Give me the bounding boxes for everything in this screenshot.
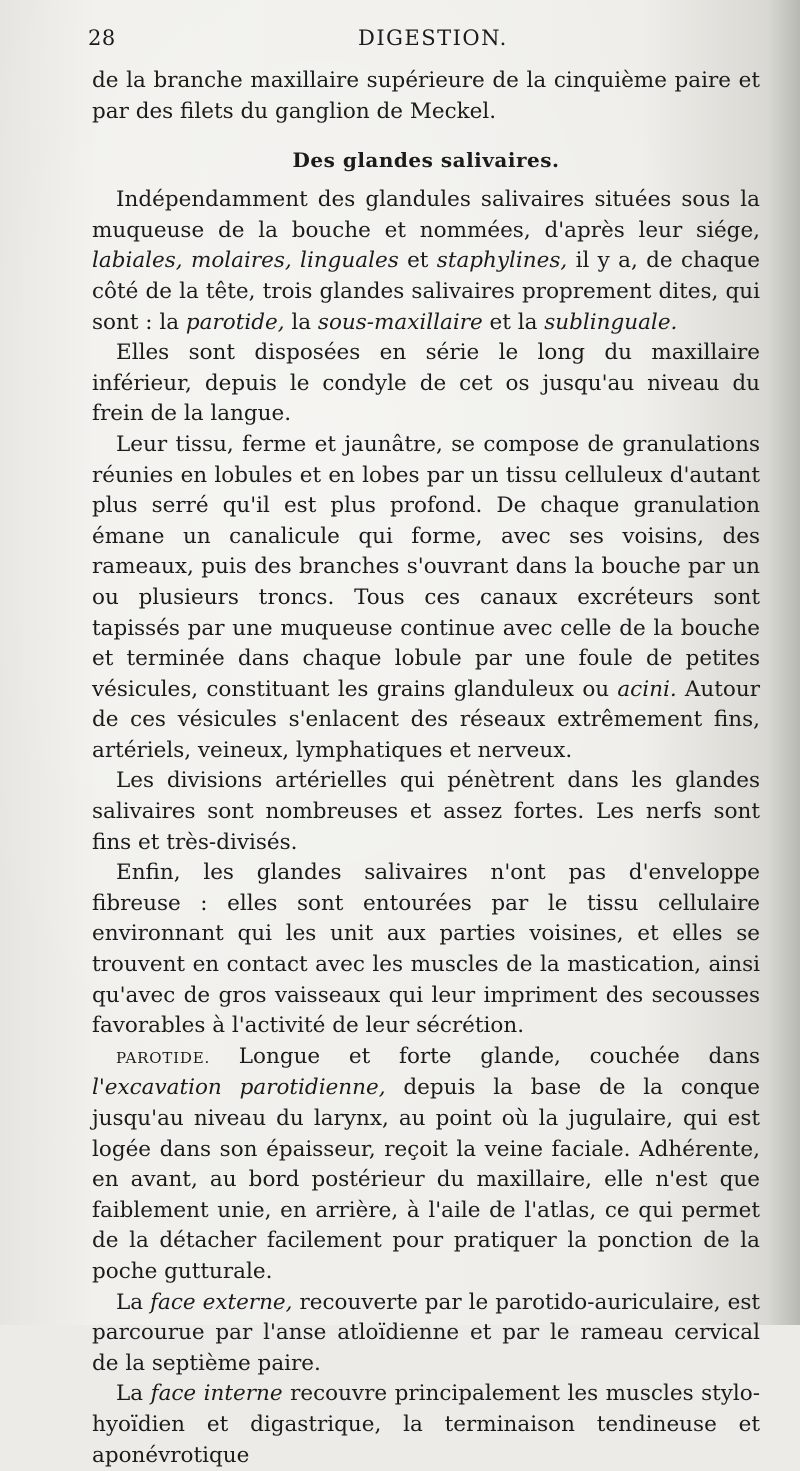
text-run: La — [116, 1381, 151, 1407]
paragraph-parotide — [92, 1042, 760, 1288]
text-run: Indépendamment des glandules salivaires situées sous la muqueuse de la bouche et nommées, d'après leur siége, — [92, 187, 760, 243]
italic-term: sublinguale. — [544, 309, 678, 335]
paragraph-arteries: Les divisions artérielles qui pénètrent dans les glandes salivaires sont nombreuses et assez fortes. Les nerfs sont fins et très-divisés. — [92, 768, 760, 855]
paragraph-face-interne — [92, 1379, 760, 1471]
page-header — [88, 26, 758, 56]
text-run: Autour de ces vésicules s'enlacent des réseaux extrêmement fins, artériels, veineux, lymphatiques et nerveux. — [92, 676, 760, 763]
text-run: et — [398, 248, 437, 274]
paragraph-envelope: Enfin, les glandes salivaires n'ont pas d'enveloppe fibreuse : elles sont entourées par le tissu cellulaire environnant qui les unit aux parties voisines, et elles se trouvent en contact avec les muscles de la mastication, ainsi qu'avec de gros vaisseaux qui leur impriment des secousses favorables à l'activité de leur sécrétion. — [92, 860, 760, 1039]
section-title: Des glandes salivaires. — [292, 148, 560, 173]
paragraph-continuation: de la branche maxillaire supérieure de la cinquième paire et par des filets du ganglion de Meckel. — [92, 68, 760, 124]
italic-term: labiales, molaires, linguales — [92, 248, 399, 274]
paragraph-disposition: Elles sont disposées en série le long du maxillaire inférieur, depuis le condyle de cet os jusqu'au niveau du frein de la langue. — [92, 340, 760, 427]
italic-term: parotide, — [185, 309, 285, 335]
text-run: depuis la base de la conque jusqu'au niveau du larynx, au point où la jugulaire, qui est logée dans son épaisseur, reçoit la veine faciale. Adhérente, en avant, au bord postérieur du maxillaire, elle n'est que faiblement unie, en arrière, à l'aile de l'atlas, ce qui permet de la détacher facilement pour pratiquer la ponction de la poche gutturale. — [92, 1075, 760, 1284]
text-run: recouvre principalement les muscles stylo-hyoïdien et digastrique, la terminaison tendineuse et aponévrotique — [92, 1381, 761, 1468]
running-title: DIGESTION. — [358, 26, 508, 50]
text-run: et la — [482, 309, 545, 335]
text-run: Leur tissu, ferme et jaunâtre, se compose de granulations réunies en lobules et en lobes par un tissu celluleux d'autant plus serré qu'il est plus profond. De chaque granulation émane un canalicule qui forme, avec ses voisins, des rameaux, puis des branches s'ouvrant dans la bouche par un ou plusieurs troncs. Tous ces canaux excréteurs sont tapissés par une muqueuse continue avec celle de la bouche et terminée dans chaque lobule par une foule de petites vésicules, constituant les grains glanduleux ou — [92, 431, 760, 702]
italic-term: l'excavation parotidienne, — [92, 1075, 386, 1101]
text-run: recouverte par le parotido-auriculaire, est parcourue par l'anse atloïdienne et par le rameau cervical de la septième paire. — [92, 1289, 760, 1376]
paragraph-glandules — [92, 185, 760, 338]
italic-term: acini. — [617, 676, 677, 702]
paragraph-face-externe — [92, 1288, 760, 1380]
paragraph-tissue — [92, 430, 760, 767]
text-run: la — [284, 309, 318, 335]
page-number: 28 — [88, 26, 116, 50]
page-body — [92, 66, 760, 1471]
italic-term: face interne — [150, 1381, 283, 1407]
text-run: il y a, de chaque côté de la tête, trois glandes salivaires proprement dites, qui sont : la — [92, 248, 760, 335]
italic-term: staphylines, — [436, 248, 568, 274]
text-run: Longue et forte glande, couchée dans — [210, 1043, 760, 1069]
italic-term: sous-maxillaire — [317, 309, 483, 335]
text-run: La — [116, 1289, 151, 1315]
italic-term: face externe, — [150, 1289, 293, 1315]
small-caps-heading: PAROTIDE. — [116, 1048, 211, 1067]
